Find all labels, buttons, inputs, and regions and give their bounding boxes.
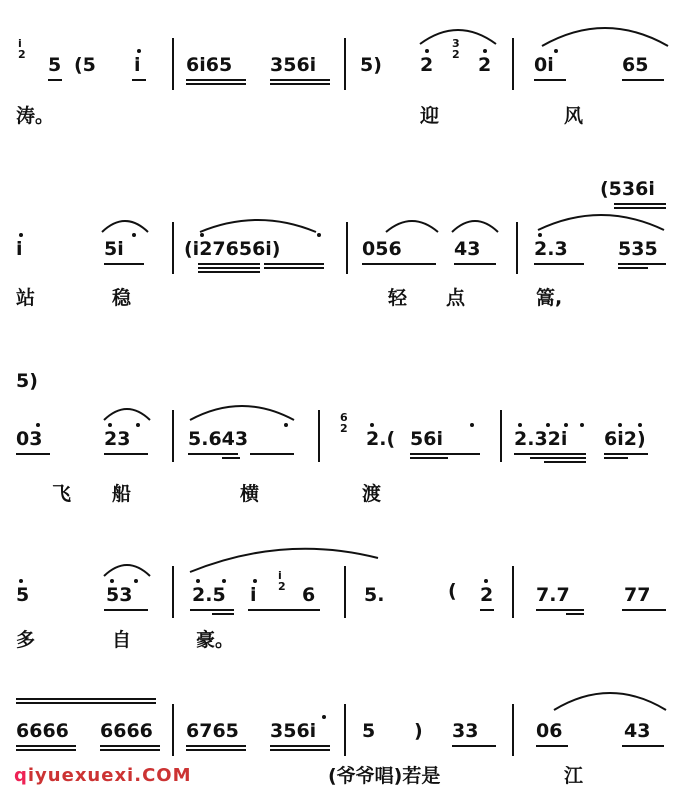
note: (i27656i) — [184, 238, 281, 260]
note: 5i — [104, 238, 124, 260]
note: 06 — [536, 720, 563, 742]
note: 5.643 — [188, 428, 249, 450]
lyric: 船 — [112, 483, 132, 505]
note: 56i — [410, 428, 443, 450]
note: 23 — [104, 428, 131, 450]
note: 03 — [16, 428, 43, 450]
lead: 5) — [16, 370, 38, 392]
note: 356i — [270, 720, 317, 742]
note: 6i2) — [604, 428, 646, 450]
note: 43 — [624, 720, 651, 742]
lyric: 江 — [564, 765, 584, 787]
note: 2.3 — [534, 238, 568, 260]
note: 0i — [534, 54, 554, 76]
note: ( — [448, 580, 457, 602]
note: 2 — [478, 54, 492, 76]
lyric: 涛。 — [16, 105, 55, 127]
note: 77 — [624, 584, 651, 606]
lyric: 飞 — [52, 483, 72, 505]
note: 2 — [420, 54, 434, 76]
site-watermark: qiyuexuexi.COM — [14, 765, 192, 786]
note: ) — [414, 720, 423, 742]
note: 6666 — [100, 720, 153, 742]
lyric: 轻 — [388, 287, 408, 309]
grace-note: i 2 — [18, 37, 26, 61]
note: 2.32i — [514, 428, 568, 450]
note: 65 — [622, 54, 649, 76]
note: 356i — [270, 54, 317, 76]
lyric: 渡 — [362, 483, 382, 505]
note: 5 — [48, 54, 62, 76]
lyric: 迎 — [420, 105, 440, 127]
note: i — [16, 238, 23, 260]
lyric: 自 — [112, 629, 132, 651]
lyric: 篙, — [536, 287, 563, 309]
grace-note: 3 2 — [452, 37, 460, 61]
note: 33 — [452, 720, 479, 742]
lyric: (爷爷唱)若是 — [328, 765, 441, 787]
note: 6765 — [186, 720, 239, 742]
top-phrase: (536i — [600, 178, 655, 200]
grace-note: 6 2 — [340, 411, 348, 435]
note: 43 — [454, 238, 481, 260]
lyric: 点 — [446, 287, 466, 309]
lyric: 横 — [240, 483, 260, 505]
note: i — [250, 584, 257, 606]
note: 5. — [364, 584, 385, 606]
lyric: 站 — [16, 287, 36, 309]
note: 6i65 — [186, 54, 233, 76]
note: 5 — [362, 720, 376, 742]
note: i — [134, 54, 141, 76]
note: 535 — [618, 238, 658, 260]
lyric: 豪。 — [196, 629, 235, 651]
note: 5) — [360, 54, 382, 76]
lyric: 风 — [564, 105, 584, 127]
note: 056 — [362, 238, 402, 260]
note: 2.( — [366, 428, 396, 450]
note: 6666 — [16, 720, 69, 742]
note: 53 — [106, 584, 133, 606]
note: 6 — [302, 584, 316, 606]
note: 2 — [480, 584, 494, 606]
lyric: 多 — [16, 629, 36, 651]
note: (5 — [74, 54, 96, 76]
note: 7.7 — [536, 584, 570, 606]
grace-note: i 2 — [278, 569, 286, 593]
note: 5 — [16, 584, 30, 606]
note: 2.5 — [192, 584, 226, 606]
lyric: 稳 — [112, 287, 132, 309]
